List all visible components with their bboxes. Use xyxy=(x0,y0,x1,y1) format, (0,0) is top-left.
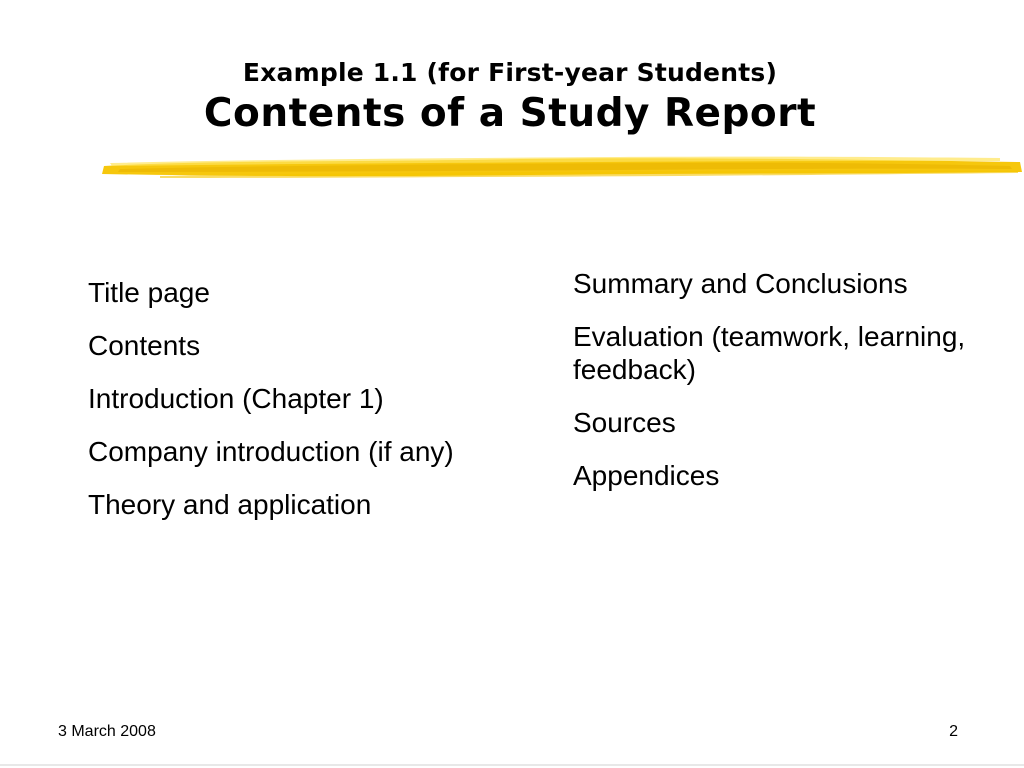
slide-subtitle: Example 1.1 (for First-year Students) xyxy=(242,58,778,87)
list-item: Introduction (Chapter 1) xyxy=(88,383,384,414)
list-item: Sources xyxy=(573,407,676,438)
slide-title xyxy=(0,56,1024,140)
list-item: Company introduction (if any) xyxy=(88,436,454,467)
title-brush-underline xyxy=(100,150,1024,190)
page-number: 2 xyxy=(949,723,958,740)
contents-list-right xyxy=(573,267,1013,512)
list-item: Summary and Conclusions xyxy=(573,268,908,299)
bottom-divider xyxy=(0,764,1024,766)
list-item: Evaluation (teamwork, learning, feedback) xyxy=(573,321,966,385)
list-item: Appendices xyxy=(573,460,720,491)
slide-heading: Contents of a Study Report xyxy=(203,91,817,136)
contents-list-left xyxy=(88,276,548,541)
list-item: Theory and application xyxy=(88,489,372,520)
list-item: Contents xyxy=(88,330,201,361)
footer-date: 3 March 2008 xyxy=(58,723,156,740)
list-item: Title page xyxy=(88,277,210,308)
